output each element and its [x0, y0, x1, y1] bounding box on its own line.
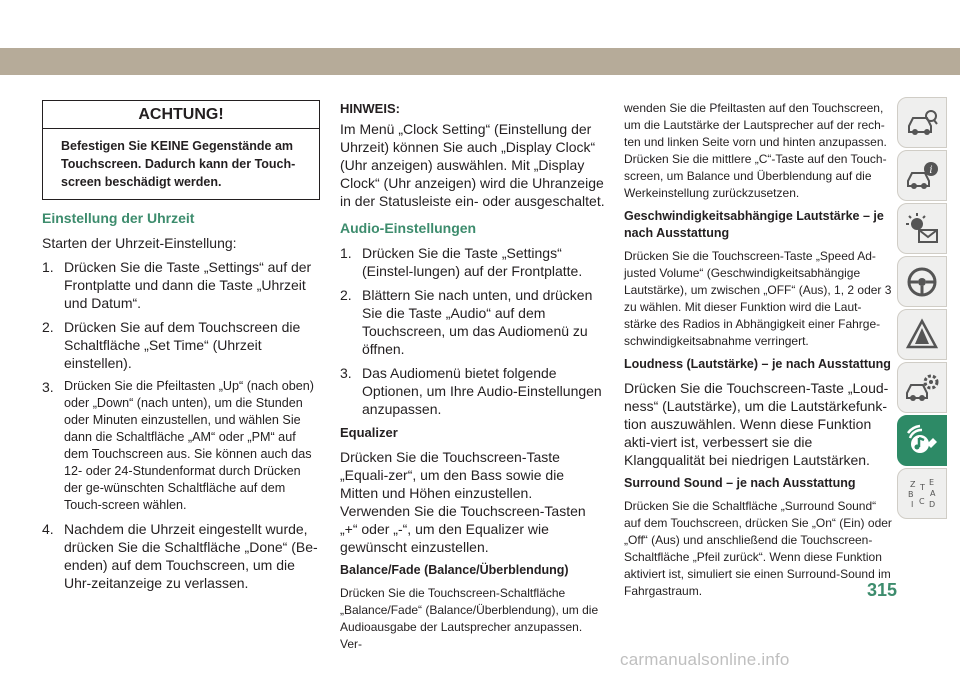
surround-text: Drücken Sie die Schaltfläche „Surround Sound“ auf dem Touchscreen, drücken Sie „On“ (Ein) oder „Off“ (Aus) und anschließend die Touchscreen-Schaltfläche „Pfeil zurück“. Wenn diese Funktion aktiviert ist, simuliert sie einen Surround-Sound im Fahrgastraum. [624, 499, 892, 598]
audio-heading: Audio-Einstellungen [340, 220, 477, 236]
balance-continued: wenden Sie die Pfeiltasten auf den Touchscreen, um die Lautstärke der Lautsprecher auf der rech-ten und linken Seite vorn und hinten anzupassen. Drücken Sie die mittlere „C“-Taste auf den Touch-screen, um Balance und Überblendung auf die Werkeinstellung zurückzusetzen. [624, 101, 887, 200]
svg-text:I: I [911, 499, 914, 509]
hinweis-label: HINWEIS: [340, 101, 400, 116]
watermark: carmanualsonline.info [620, 650, 790, 669]
list-item: 1. Drücken Sie die Taste „Settings“ auf der Frontplatte und dann die Taste „Uhrzeit und Datum“. [42, 259, 312, 311]
svg-text:A: A [930, 488, 936, 498]
car-magnifier-icon[interactable] [897, 97, 947, 148]
list-item: 1. Drücken Sie die Taste „Settings“ (Einstel-lungen) auf der Frontplatte. [340, 245, 583, 279]
page-number: 315 [867, 580, 898, 600]
audio-steps [340, 244, 606, 418]
list-item: 2. Drücken Sie auf dem Touchscreen die Schaltfläche „Set Time“ (Uhrzeit einstellen). [42, 319, 301, 371]
steering-wheel-icon[interactable] [897, 256, 947, 307]
hinweis-text: Im Menü „Clock Setting“ (Einstellung der Uhrzeit) können Sie auch „Display Clock“ (Uhr anzeigen) auswählen. Mit „Display Clock“ (Uhr anzeigen) wird die Uhranzeige in der Statusleiste ein- oder ausgeschaltet. [340, 121, 605, 209]
list-item: 2. Blättern Sie nach unten, und drücken Sie die Taste „Audio“ auf dem Touchscreen, um das Audiomenü zu öffnen. [340, 287, 593, 357]
column-left [42, 100, 320, 598]
clock-heading: Einstellung der Uhrzeit [42, 210, 195, 226]
surround-heading: Surround Sound – je nach Ausstattung [624, 476, 856, 490]
car-info-icon[interactable] [897, 150, 947, 201]
list-item: 3. Das Audiomenü bietet folgende Optionen, um Ihre Audio-Einstellungen anzupassen. [340, 365, 602, 417]
warning-text: Befestigen Sie KEINE Gegenstände am Touchscreen. Dadurch kann der Touch-screen beschädigt werden. [61, 139, 296, 189]
speed-volume-text: Drücken Sie die Touchscreen-Taste „Speed Ad-justed Volume“ (Geschwindigkeitsabhängige Lautstärke), um zwischen „OFF“ (Aus), 1, 2 oder 3 zu wählen. Mit dieser Funktion wird die Laut-stärke des Radios in Abhängigkeit einer Fahrge-schwindigkeitsabnahme verringert. [624, 249, 892, 348]
column-middle [340, 100, 606, 659]
chapter-tab-rail [897, 97, 949, 521]
svg-text:D: D [929, 499, 936, 509]
balance-text: Drücken Sie die Touchscreen-Schaltfläche „Balance/Fade“ (Balance/Überblendung), um die Audioausgabe der Lautsprecher anzupassen. Ver- [340, 586, 599, 651]
loudness-text: Drücken Sie die Touchscreen-Taste „Loud-ness“ (Lautstärke), um die Lautstärkefunk-tion auszuwählen. Wenn diese Funktion akti-viert ist, verbessert sie die Klangqualität bei niedrigen Lautstärken. [624, 380, 889, 468]
top-bar [0, 48, 960, 75]
svg-text:E: E [929, 477, 935, 487]
balance-heading: Balance/Fade (Balance/Überblendung) [340, 563, 569, 577]
svg-text:i: i [929, 164, 933, 176]
svg-text:T: T [920, 482, 925, 492]
warning-box [42, 100, 320, 200]
column-right [624, 100, 892, 606]
speed-volume-heading: Geschwindigkeitsabhängige Lautstärke – je nach Ausstattung [624, 209, 884, 240]
clock-intro: Starten der Uhrzeit-Einstellung: [42, 235, 237, 251]
index-letters-icon[interactable] [897, 468, 947, 519]
list-item: 4. Nachdem die Uhrzeit eingestellt wurde, drücken Sie die Schaltfläche „Done“ (Be-enden) auf dem Touchscreen, um die Uhr-zeitanzeige zu verlassen. [42, 521, 318, 591]
light-message-icon[interactable] [897, 203, 947, 254]
warning-road-icon[interactable] [897, 309, 947, 360]
list-item: 3. Drücken Sie die Pfeiltasten „Up“ (nach oben) oder „Down“ (nach unten), um die Stunden oder Minuten einzustellen, und wählen Sie dann die Schaltfläche „AM“ oder „PM“ auf dem Touchscreen aus. Sie können auch das 12- oder 24-Stundenformat durch Drücken der ge-wünschten Schaltfläche auf dem Touch-screen wählen. [42, 379, 314, 512]
svg-text:B: B [908, 489, 914, 499]
equalizer-text: Drücken Sie die Touchscreen-Taste „Equali-zer“, um den Bass sowie die Mitten und Höhen einzustellen. Verwenden Sie die Touchscreen-Tasten „+“ oder „-“, um den Equalizer wie gewünscht einzustellen. [340, 449, 586, 555]
svg-text:Z: Z [910, 479, 916, 489]
loudness-heading: Loudness (Lautstärke) – je nach Ausstattung [624, 357, 891, 371]
clock-steps [42, 258, 320, 592]
multimedia-icon[interactable] [897, 415, 947, 466]
svg-text:C: C [919, 496, 925, 506]
car-gear-icon[interactable] [897, 362, 947, 413]
equalizer-heading: Equalizer [340, 425, 398, 440]
warning-title: ACHTUNG! [43, 101, 319, 129]
